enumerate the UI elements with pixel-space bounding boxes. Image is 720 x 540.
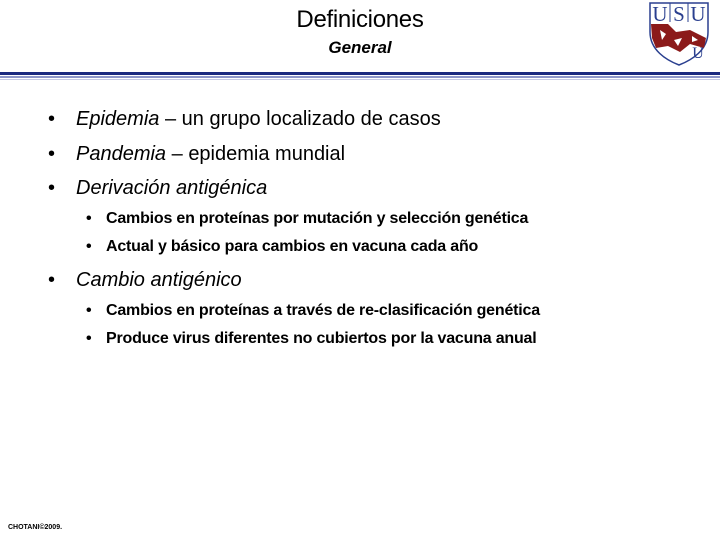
bullet-item-derivacion	[48, 176, 267, 200]
logo-letter-s: S	[673, 2, 685, 26]
sub-bullet-item	[86, 301, 540, 321]
logo-letter-u-left: U	[652, 2, 668, 26]
bullet-separator: –	[166, 143, 189, 165]
bullet-dot: •	[48, 269, 56, 291]
logo-letter-u-lower: U	[692, 45, 704, 62]
sub-bullet-dot: •	[86, 238, 92, 255]
sub-bullet-dot: •	[86, 302, 92, 319]
bullet-term: Epidemia	[76, 108, 160, 130]
bullet-text: un grupo localizado de casos	[181, 108, 441, 130]
sub-bullet-text: Cambios en proteínas a través de re-clasificación genética	[106, 302, 540, 319]
bullet-text: epidemia mundial	[188, 143, 346, 165]
sub-bullet-dot: •	[86, 330, 92, 347]
footer-copyright: CHOTANI©2009.	[8, 524, 63, 531]
bullet-dot: •	[48, 143, 56, 165]
sub-bullet-item	[86, 329, 537, 349]
bullet-term: Derivación antigénica	[76, 177, 268, 199]
sub-bullet-text: Produce virus diferentes no cubiertos por la vacuna anual	[106, 330, 537, 347]
bullet-term: Cambio antigénico	[76, 269, 242, 291]
bullet-term: Pandemia	[76, 143, 167, 165]
bullet-item-cambio	[48, 268, 242, 292]
slide-subtitle: General	[328, 38, 392, 57]
bullet-item-epidemia	[48, 107, 441, 131]
sub-bullet-text: Cambios en proteínas por mutación y selección genética	[106, 210, 529, 227]
logo-letter-u-right: U	[690, 2, 706, 26]
sub-bullet-item	[86, 237, 478, 257]
sub-bullet-text: Actual y básico para cambios en vacuna cada año	[106, 238, 479, 255]
sub-bullet-dot: •	[86, 210, 92, 227]
bullet-dot: •	[48, 177, 56, 199]
slide-title: Definiciones	[296, 6, 424, 33]
sub-bullet-item	[86, 209, 528, 229]
bullet-item-pandemia	[48, 142, 345, 166]
bullet-separator: –	[159, 108, 182, 130]
bullet-dot: •	[48, 108, 56, 130]
